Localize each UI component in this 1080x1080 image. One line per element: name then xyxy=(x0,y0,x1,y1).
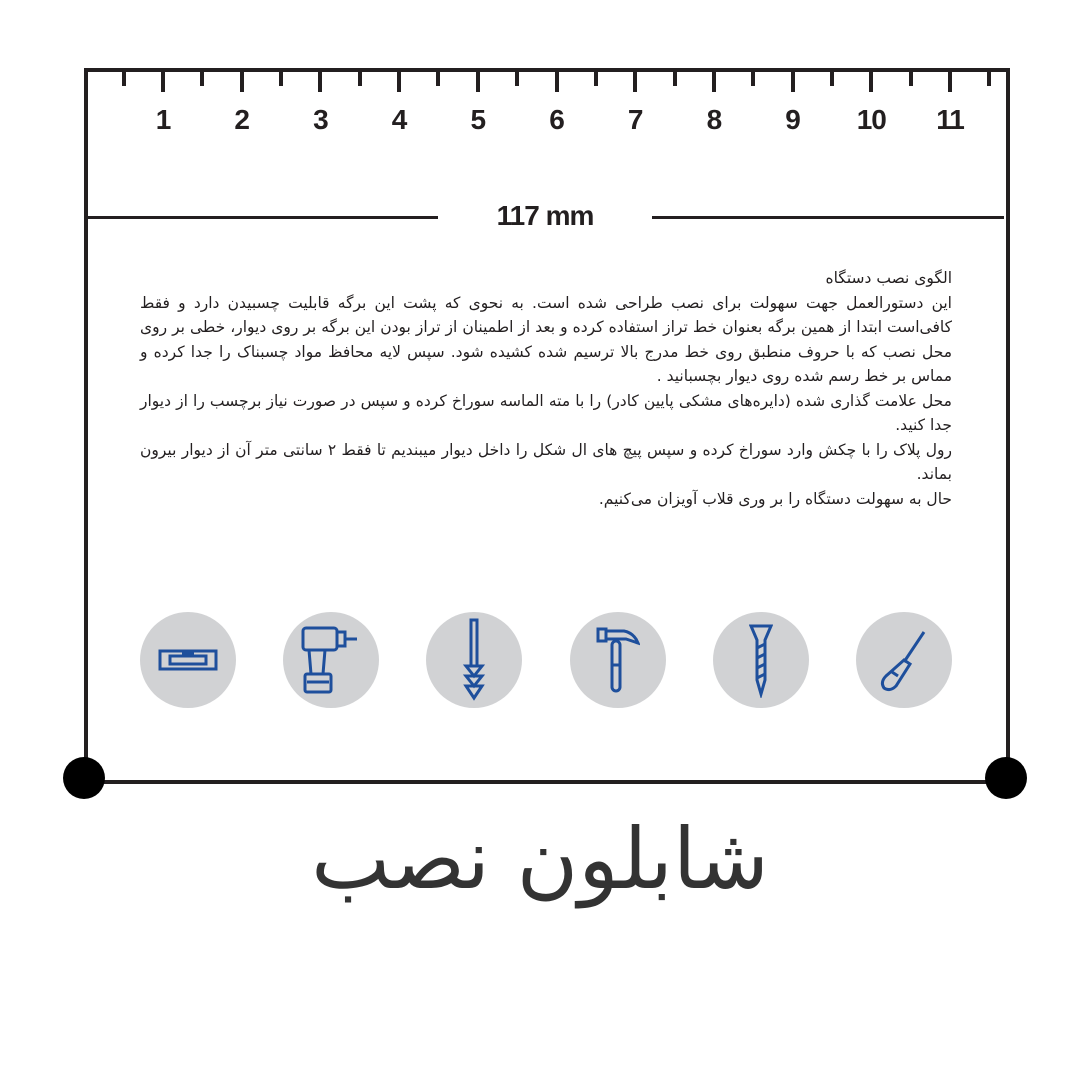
ruler-major-tick xyxy=(791,72,795,92)
measure-line-left xyxy=(86,216,438,219)
ruler-major-tick xyxy=(869,72,873,92)
ruler-minor-tick xyxy=(200,72,204,86)
ruler-major-tick xyxy=(712,72,716,92)
ruler-number: 8 xyxy=(706,104,722,135)
ruler-minor-tick xyxy=(751,72,755,86)
wall-plug-icon xyxy=(426,612,522,708)
ruler-major-tick xyxy=(397,72,401,92)
ruler-major-tick xyxy=(318,72,322,92)
ruler-minor-tick xyxy=(279,72,283,86)
ruler-minor-tick xyxy=(358,72,362,86)
ruler-minor-tick xyxy=(594,72,598,86)
measure-line-right xyxy=(652,216,1004,219)
ruler-major-tick xyxy=(555,72,559,92)
ruler-number: 4 xyxy=(391,104,407,135)
ruler-number: 9 xyxy=(785,104,800,135)
ruler-major-tick xyxy=(161,72,165,92)
screwdriver-icon xyxy=(856,612,952,708)
instruction-paragraph: محل علامت گذاری شده (دایره‌های مشکی پایین کادر) را با مته الماسه سوراخ کرده و سپس در صورت نیاز برچسب را از دیوار جدا کنید. xyxy=(140,391,952,434)
hammer-icon xyxy=(570,612,666,708)
ruler-minor-tick xyxy=(830,72,834,86)
ruler-minor-tick xyxy=(515,72,519,86)
screw-icon xyxy=(713,612,809,708)
page-title: شابلون نصب xyxy=(311,810,769,908)
ruler-major-tick xyxy=(948,72,952,92)
ruler-minor-tick xyxy=(122,72,126,86)
instruction-paragraph: این دستورالعمل جهت سهولت برای نصب طراحی شده است. به نحوی که پشت این برگه قابلیت چسبیدن دارد و فقط کافی‌است ابتدا از همین برگه بعنوان خط تراز استفاده کرده و بعد از اطمینان از تراز بودن این برگه بر روی دیوار، خطی بر روی محل نصب که با حروف منطبق روی خط مدرج بالا ترسیم شده کشیده شود. سپس لایه محافظ مواد چسبناک را جدا کرده و مماس بر خط رسم شده روی دیوار بچسبانید . xyxy=(140,293,952,385)
ruler-number: 2 xyxy=(234,104,249,135)
ruler-number: 10 xyxy=(856,104,886,135)
ruler-minor-tick xyxy=(673,72,677,86)
ruler-number: 3 xyxy=(313,104,328,135)
ruler-number: 6 xyxy=(549,104,564,135)
drill-point-right xyxy=(985,757,1027,799)
ruler-number: 5 xyxy=(470,104,486,135)
tool-icons xyxy=(140,612,952,708)
ruler-minor-tick xyxy=(987,72,991,86)
ruler-minor-tick xyxy=(436,72,440,86)
ruler-major-tick xyxy=(633,72,637,92)
ruler-number: 7 xyxy=(627,104,643,135)
ruler-minor-tick xyxy=(909,72,913,86)
ruler-number: 1 xyxy=(155,104,171,135)
ruler-number: 11 xyxy=(936,104,964,135)
instruction-paragraph: حال به سهولت دستگاه را بر وری قلاب آویزان می‌کنیم. xyxy=(598,489,952,508)
instructions xyxy=(140,266,952,511)
width-label: 117 mm xyxy=(496,200,594,231)
spirit-level-icon xyxy=(140,612,236,708)
ruler-major-tick xyxy=(476,72,480,92)
instructions-heading: الگوی نصب دستگاه xyxy=(825,269,952,287)
drill-icon xyxy=(283,612,379,708)
drill-point-left xyxy=(63,757,105,799)
ruler-major-tick xyxy=(240,72,244,92)
instruction-paragraph: رول پلاک را با چکش وارد سوراخ کرده و سپس پیچ های ال شکل را داخل دیوار میبندیم تا فقط ۲ سانتی متر آن از دیوار بیرون بماند. xyxy=(140,440,952,483)
